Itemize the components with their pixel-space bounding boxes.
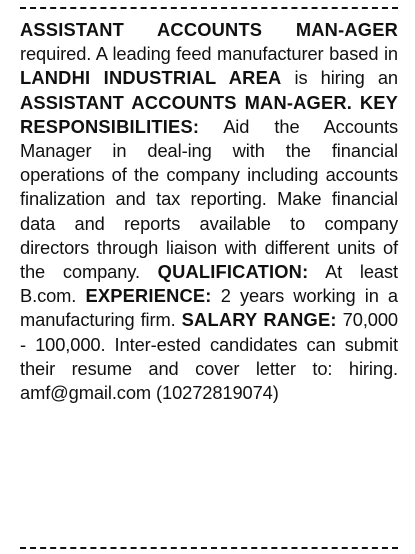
salary-and-contact-text: 70,000 - 100,000. Inter-ested candidates can submit their resume and cover letter to: hiring. amf@gmail.com (10272819074): [20, 309, 399, 404]
bottom-dashed-border: [20, 547, 398, 549]
ad-location: LANDHI INDUSTRIAL AREA: [20, 67, 282, 89]
experience-text: 2 years working in a manufacturing firm.: [20, 285, 398, 331]
salary-label: SALARY RANGE:: [181, 309, 337, 331]
ad-body: [20, 18, 398, 405]
qualification-text: At least B.com.: [20, 261, 398, 307]
ad-intro-1: required. A leading feed manufacturer based in: [20, 43, 398, 65]
ad-position: ASSISTANT ACCOUNTS MAN-AGER.: [20, 91, 353, 113]
responsibilities-text: Aid the Accounts Manager in deal-ing with the financial operations of the company including accounts finalization and tax reporting. Make financial data and reports available to company directors through liaison with different units of the company.: [20, 115, 398, 283]
experience-label: EXPERIENCE:: [85, 285, 212, 307]
qualification-label: QUALIFICATION:: [157, 261, 309, 283]
responsibilities-label: KEY RESPONSIBILITIES:: [20, 91, 399, 137]
ad-title: ASSISTANT ACCOUNTS MAN-AGER: [20, 19, 398, 40]
ad-intro-2: is hiring an: [281, 67, 398, 89]
top-dashed-border: [20, 7, 398, 9]
